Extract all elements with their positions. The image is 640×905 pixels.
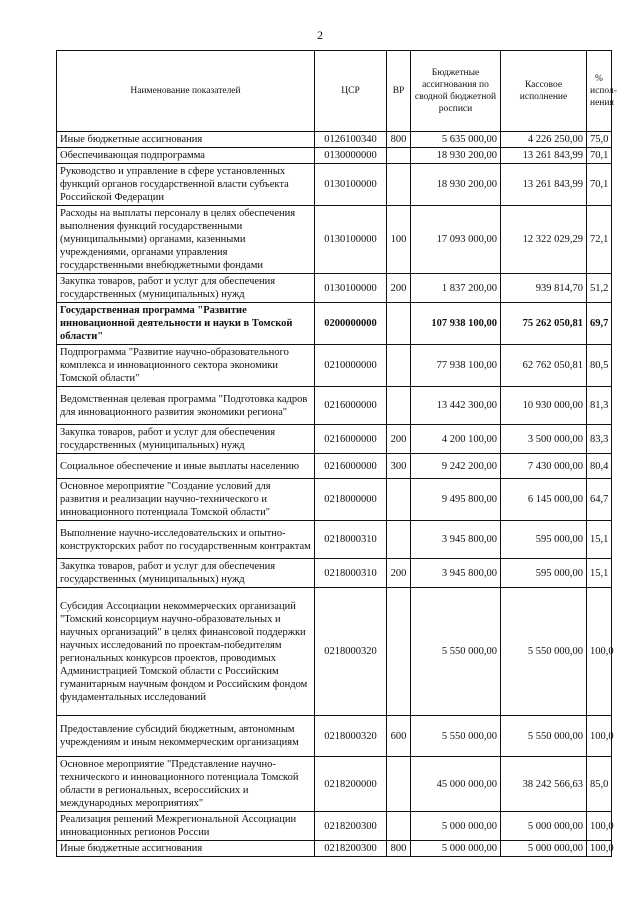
row-vr <box>387 303 411 345</box>
header-budget: Бюджетные ассигнования по сводной бюджетной росписи <box>411 51 501 132</box>
row-pct: 80,5 <box>587 345 612 387</box>
header-pct: % испол-нения <box>587 51 612 132</box>
row-csr: 0216000000 <box>315 454 387 479</box>
table-row <box>57 479 612 521</box>
row-name: Руководство и управление в сфере установленных функций органов государственной власти субъекта Российской Федерации <box>57 164 315 206</box>
row-csr: 0130100000 <box>315 206 387 274</box>
table-row <box>57 274 612 303</box>
row-pct: 100,0 <box>587 812 612 841</box>
row-csr: 0218000320 <box>315 716 387 757</box>
row-name: Социальное обеспечение и иные выплаты населению <box>57 454 315 479</box>
header-cash: Кассовое исполнение <box>501 51 587 132</box>
table-header <box>57 51 612 132</box>
row-csr: 0218000000 <box>315 479 387 521</box>
row-name: Закупка товаров, работ и услуг для обеспечения государственных (муниципальных) нужд <box>57 425 315 454</box>
row-csr: 0216000000 <box>315 425 387 454</box>
row-vr: 800 <box>387 841 411 857</box>
row-vr: 100 <box>387 206 411 274</box>
row-vr <box>387 148 411 164</box>
row-budget: 5 000 000,00 <box>411 841 501 857</box>
header-vr: ВР <box>387 51 411 132</box>
row-vr: 600 <box>387 716 411 757</box>
row-cash: 12 322 029,29 <box>501 206 587 274</box>
row-budget: 1 837 200,00 <box>411 274 501 303</box>
row-cash: 5 550 000,00 <box>501 588 587 716</box>
row-pct: 81,3 <box>587 387 612 425</box>
row-pct: 72,1 <box>587 206 612 274</box>
row-budget: 13 442 300,00 <box>411 387 501 425</box>
row-csr: 0126100340 <box>315 132 387 148</box>
row-cash: 13 261 843,99 <box>501 148 587 164</box>
table-row <box>57 148 612 164</box>
row-pct: 100,0 <box>587 841 612 857</box>
header-csr: ЦСР <box>315 51 387 132</box>
row-csr: 0200000000 <box>315 303 387 345</box>
row-pct: 83,3 <box>587 425 612 454</box>
row-budget: 9 495 800,00 <box>411 479 501 521</box>
row-vr <box>387 479 411 521</box>
row-csr: 0210000000 <box>315 345 387 387</box>
row-name: Закупка товаров, работ и услуг для обеспечения государственных (муниципальных) нужд <box>57 274 315 303</box>
row-cash: 4 226 250,00 <box>501 132 587 148</box>
row-cash: 6 145 000,00 <box>501 479 587 521</box>
row-vr <box>387 757 411 812</box>
row-vr <box>387 345 411 387</box>
row-csr: 0218200300 <box>315 812 387 841</box>
row-csr: 0130100000 <box>315 164 387 206</box>
row-name: Обеспечивающая подпрограмма <box>57 148 315 164</box>
row-pct: 70,1 <box>587 148 612 164</box>
row-budget: 45 000 000,00 <box>411 757 501 812</box>
table-row <box>57 521 612 559</box>
table-row <box>57 345 612 387</box>
row-pct: 75,0 <box>587 132 612 148</box>
table-row <box>57 303 612 345</box>
row-pct: 85,0 <box>587 757 612 812</box>
row-cash: 5 550 000,00 <box>501 716 587 757</box>
row-cash: 75 262 050,81 <box>501 303 587 345</box>
row-name: Выполнение научно-исследовательских и опытно-конструкторских работ по государственным контрактам <box>57 521 315 559</box>
table-row <box>57 812 612 841</box>
row-name: Иные бюджетные ассигнования <box>57 841 315 857</box>
page-number: 2 <box>317 28 323 42</box>
row-pct: 100,0 <box>587 588 612 716</box>
row-pct: 15,1 <box>587 521 612 559</box>
row-csr: 0218000320 <box>315 588 387 716</box>
row-pct: 15,1 <box>587 559 612 588</box>
row-csr: 0218000310 <box>315 521 387 559</box>
row-name: Закупка товаров, работ и услуг для обеспечения государственных (муниципальных) нужд <box>57 559 315 588</box>
row-cash: 939 814,70 <box>501 274 587 303</box>
row-budget: 77 938 100,00 <box>411 345 501 387</box>
row-pct: 69,7 <box>587 303 612 345</box>
row-name: Основное мероприятие "Представление научно-технического и инновационного потенциала Томской области в региональных, всероссийских и международных мероприятиях" <box>57 757 315 812</box>
row-name: Государственная программа "Развитие инновационной деятельности и науки в Томской области" <box>57 303 315 345</box>
table-row <box>57 164 612 206</box>
row-vr <box>387 521 411 559</box>
row-name: Подпрограмма "Развитие научно-образовательного комплекса и инновационного сектора экономики Томской области" <box>57 345 315 387</box>
row-pct: 70,1 <box>587 164 612 206</box>
row-vr <box>387 588 411 716</box>
table-row <box>57 132 612 148</box>
row-csr: 0216000000 <box>315 387 387 425</box>
row-budget: 5 550 000,00 <box>411 716 501 757</box>
table-row <box>57 841 612 857</box>
row-vr <box>387 164 411 206</box>
row-vr: 800 <box>387 132 411 148</box>
header-name: Наименование показателей <box>57 51 315 132</box>
row-vr <box>387 812 411 841</box>
row-budget: 3 945 800,00 <box>411 559 501 588</box>
row-name: Иные бюджетные ассигнования <box>57 132 315 148</box>
row-cash: 5 000 000,00 <box>501 812 587 841</box>
row-cash: 38 242 566,63 <box>501 757 587 812</box>
row-csr: 0130100000 <box>315 274 387 303</box>
row-name: Предоставление субсидий бюджетным, автономным учреждениям и иным некоммерческим организациям <box>57 716 315 757</box>
row-name: Субсидия Ассоциации некоммерческих организаций "Томский консорциум научно-образовательных и научных организаций" в целях финансовой поддержки научных исследований по проектам-победителям региональных конкурсов проектов, проводимых Администрацией Томской области с Российским гуманитарным научным фондом и Российским фондом фундаментальных исследований <box>57 588 315 716</box>
row-vr: 200 <box>387 559 411 588</box>
row-budget: 3 945 800,00 <box>411 521 501 559</box>
row-budget: 107 938 100,00 <box>411 303 501 345</box>
row-cash: 5 000 000,00 <box>501 841 587 857</box>
row-budget: 18 930 200,00 <box>411 148 501 164</box>
table-row <box>57 387 612 425</box>
table-row <box>57 425 612 454</box>
row-budget: 4 200 100,00 <box>411 425 501 454</box>
row-cash: 3 500 000,00 <box>501 425 587 454</box>
table-row <box>57 454 612 479</box>
row-cash: 10 930 000,00 <box>501 387 587 425</box>
row-budget: 9 242 200,00 <box>411 454 501 479</box>
row-csr: 0130000000 <box>315 148 387 164</box>
row-vr <box>387 387 411 425</box>
row-budget: 5 635 000,00 <box>411 132 501 148</box>
row-budget: 18 930 200,00 <box>411 164 501 206</box>
table-row <box>57 716 612 757</box>
row-name: Реализация решений Межрегиональной Ассоциации инновационных регионов России <box>57 812 315 841</box>
row-cash: 595 000,00 <box>501 521 587 559</box>
row-budget: 5 000 000,00 <box>411 812 501 841</box>
row-name: Ведомственная целевая программа "Подготовка кадров для инновационного развития экономики региона" <box>57 387 315 425</box>
row-pct: 80,4 <box>587 454 612 479</box>
table-row <box>57 757 612 812</box>
budget-table <box>56 50 617 857</box>
row-cash: 595 000,00 <box>501 559 587 588</box>
row-cash: 62 762 050,81 <box>501 345 587 387</box>
row-csr: 0218000310 <box>315 559 387 588</box>
row-name: Основное мероприятие "Создание условий для развития и реализации научно-технического и инновационного потенциала Томской области" <box>57 479 315 521</box>
row-budget: 5 550 000,00 <box>411 588 501 716</box>
row-cash: 7 430 000,00 <box>501 454 587 479</box>
row-cash: 13 261 843,99 <box>501 164 587 206</box>
row-pct: 64,7 <box>587 479 612 521</box>
row-pct: 51,2 <box>587 274 612 303</box>
row-pct: 100,0 <box>587 716 612 757</box>
row-vr: 300 <box>387 454 411 479</box>
row-vr: 200 <box>387 425 411 454</box>
row-vr: 200 <box>387 274 411 303</box>
row-budget: 17 093 000,00 <box>411 206 501 274</box>
table-row <box>57 588 612 716</box>
row-name: Расходы на выплаты персоналу в целях обеспечения выполнения функций государственными (муниципальными) органами, казенными учреждениями, органами управления государственными внебюджетными фондами <box>57 206 315 274</box>
table-row <box>57 206 612 274</box>
row-csr: 0218200300 <box>315 841 387 857</box>
row-csr: 0218200000 <box>315 757 387 812</box>
table-row <box>57 559 612 588</box>
